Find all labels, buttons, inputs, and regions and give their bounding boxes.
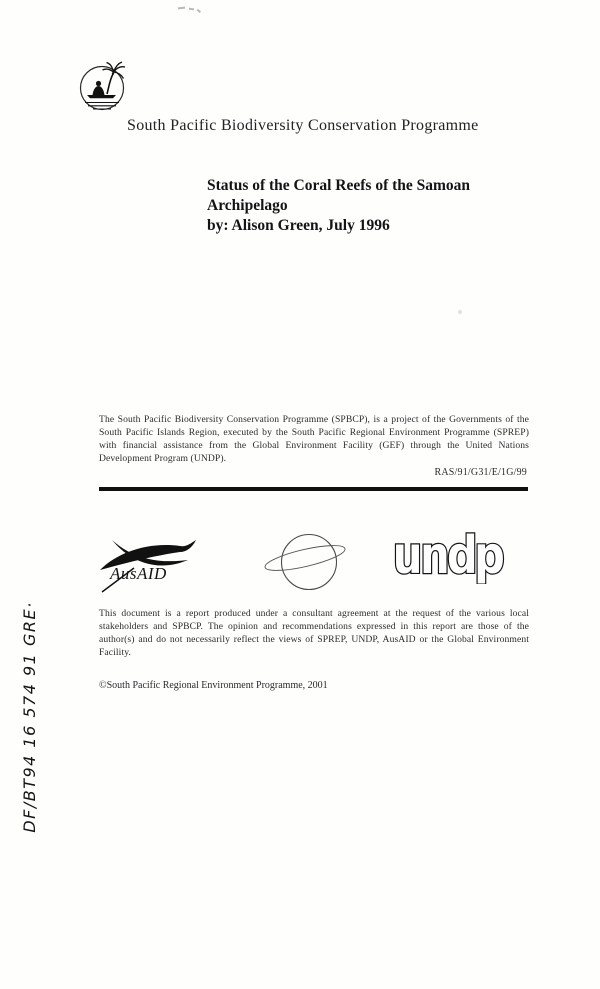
copyright-line: ©South Pacific Regional Environment Programme, 2001 — [99, 680, 328, 691]
undp-wordmark: undp — [392, 530, 502, 584]
undp-logo — [390, 530, 524, 584]
handwritten-call-number: DF/BT94 16 574 91 GRE· — [20, 601, 39, 833]
report-byline: by: Alison Green, July 1996 — [207, 217, 390, 234]
report-title-block — [207, 176, 529, 236]
sprep-emblem-icon — [77, 60, 129, 114]
report-title-line2: Archipelago — [207, 197, 288, 214]
scan-smudge-marks — [178, 6, 204, 12]
project-description-paragraph: The South Pacific Biodiversity Conservation Programme (SPBCP), is a project of the Governments of the South Pacific Islands Region, executed by the South Pacific Regional Environment Programme (SPREP) with financial assistance from the Global Environment Facility (GEF) through the United Nations Development Program (UNDP). — [99, 414, 529, 464]
report-title-line1: Status of the Coral Reefs of the Samoan — [207, 177, 471, 194]
disclaimer-paragraph: This document is a report produced under a consultant agreement at the request of the various local stakeholders and SPBCP. The opinion and recommendations expressed in this report are those of the author(s) and do not necessarily reflect the views of SPREP, UNDP, AusAID or the Global Environment Facility. — [99, 608, 529, 658]
scan-speck — [458, 310, 462, 314]
gef-globe-icon — [264, 521, 350, 603]
ausaid-logo — [96, 534, 208, 594]
horizontal-rule — [99, 487, 528, 491]
reference-number: RAS/91/G31/E/1G/99 — [434, 467, 527, 478]
ausaid-wordmark: AusAID — [110, 564, 167, 583]
programme-header: South Pacific Biodiversity Conservation Programme — [127, 117, 479, 134]
